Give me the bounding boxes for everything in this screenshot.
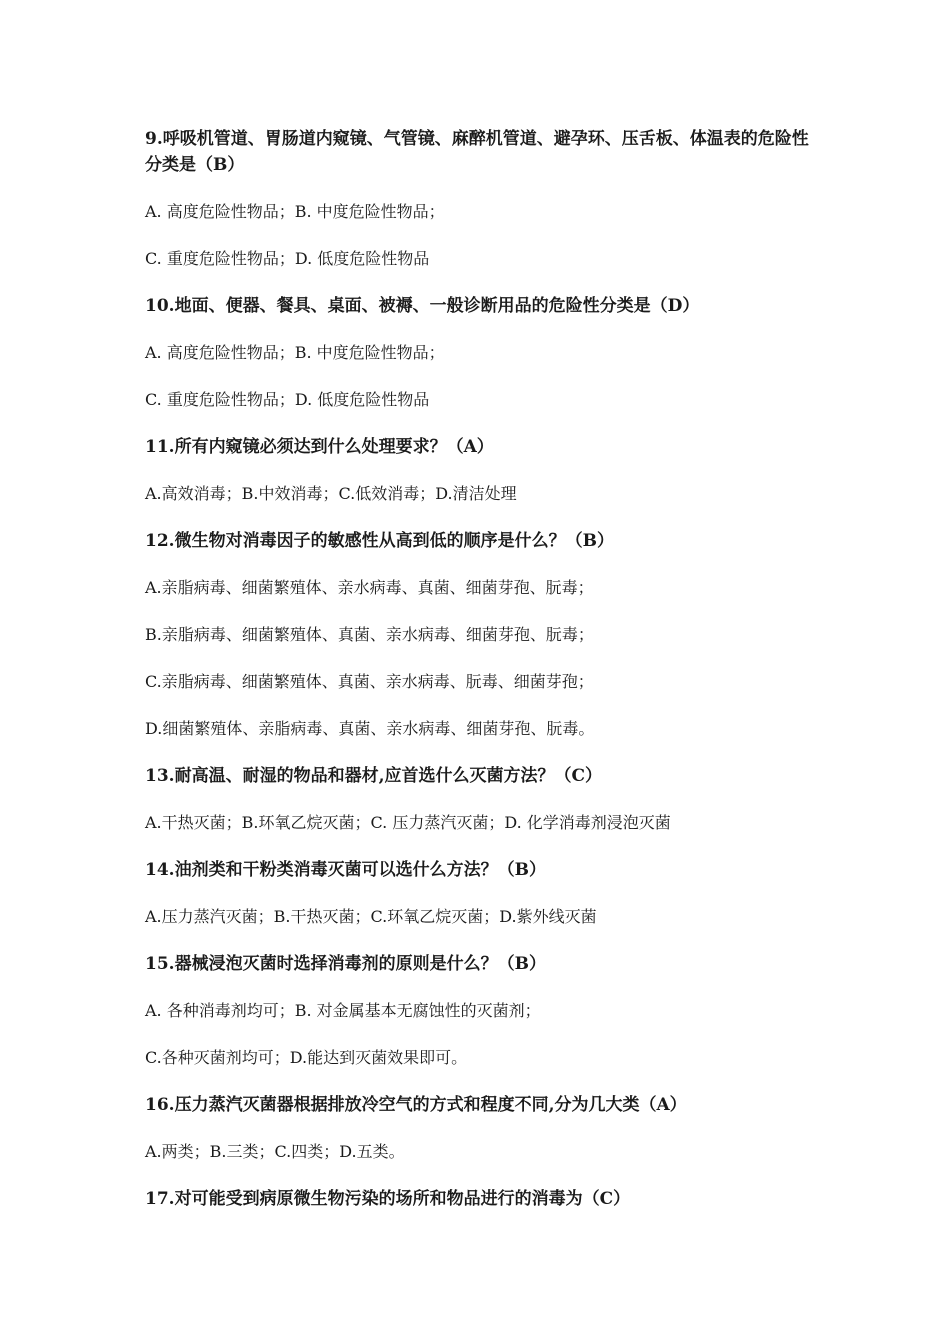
question-14-option-line-1: A.压力蒸汽灭菌；B.干热灭菌；C.环氧乙烷灭菌；D.紫外线灭菌 (145, 907, 597, 926)
question-11: 11.所有内窥镜必须达到什么处理要求？（A） (145, 437, 494, 457)
question-10: 10.地面、便器、餐具、桌面、被褥、一般诊断用品的危险性分类是（D） (145, 296, 700, 316)
question-15: 15.器械浸泡灭菌时选择消毒剂的原则是什么？（B） (145, 954, 546, 974)
question-11-option-line-1: A.高效消毒；B.中效消毒；C.低效消毒；D.清洁处理 (145, 484, 517, 503)
question-16-option-line-1: A.两类；B.三类；C.四类；D.五类。 (145, 1142, 405, 1161)
question-15-option-line-2: C.各种灭菌剂均可；D.能达到灭菌效果即可。 (145, 1048, 468, 1067)
question-16: 16.压力蒸汽灭菌器根据排放冷空气的方式和程度不同,分为几大类（A） (145, 1095, 687, 1115)
question-12-option-line-2: B.亲脂病毒、细菌繁殖体、真菌、亲水病毒、细菌芽孢、朊毒； (145, 625, 594, 644)
question-12: 12.微生物对消毒因子的敏感性从高到低的顺序是什么？（B） (145, 531, 614, 551)
question-9-option-line-1: A. 高度危险性物品；B. 中度危险性物品； (145, 202, 445, 221)
question-9-option-line-2: C. 重度危险性物品；D. 低度危险性物品 (145, 249, 430, 268)
question-12-option-line-1: A.亲脂病毒、细菌繁殖体、亲水病毒、真菌、细菌芽孢、朊毒； (145, 578, 594, 597)
question-17: 17.对可能受到病原微生物污染的场所和物品进行的消毒为（C） (145, 1189, 631, 1209)
question-13: 13.耐高温、耐湿的物品和器材,应首选什么灭菌方法？（C） (145, 766, 603, 786)
document-page (145, 126, 810, 1212)
question-15-option-line-1: A. 各种消毒剂均可；B. 对金属基本无腐蚀性的灭菌剂； (145, 1001, 541, 1020)
question-12-option-line-3: C.亲脂病毒、细菌繁殖体、真菌、亲水病毒、朊毒、细菌芽孢； (145, 672, 594, 691)
question-10-option-line-1: A. 高度危险性物品；B. 中度危险性物品； (145, 343, 445, 362)
question-14: 14.油剂类和干粉类消毒灭菌可以选什么方法？（B） (145, 860, 546, 880)
question-10-option-line-2: C. 重度危险性物品；D. 低度危险性物品 (145, 390, 430, 409)
question-9: 9.呼吸机管道、胃肠道内窥镜、气管镜、麻醉机管道、避孕环、压舌板、体温表的危险性分类是（B） (145, 129, 809, 175)
question-13-option-line-1: A.干热灭菌；B.环氧乙烷灭菌；C. 压力蒸汽灭菌；D. 化学消毒剂浸泡灭菌 (145, 813, 671, 832)
question-12-option-line-4: D.细菌繁殖体、亲脂病毒、真菌、亲水病毒、细菌芽孢、朊毒。 (145, 719, 595, 738)
